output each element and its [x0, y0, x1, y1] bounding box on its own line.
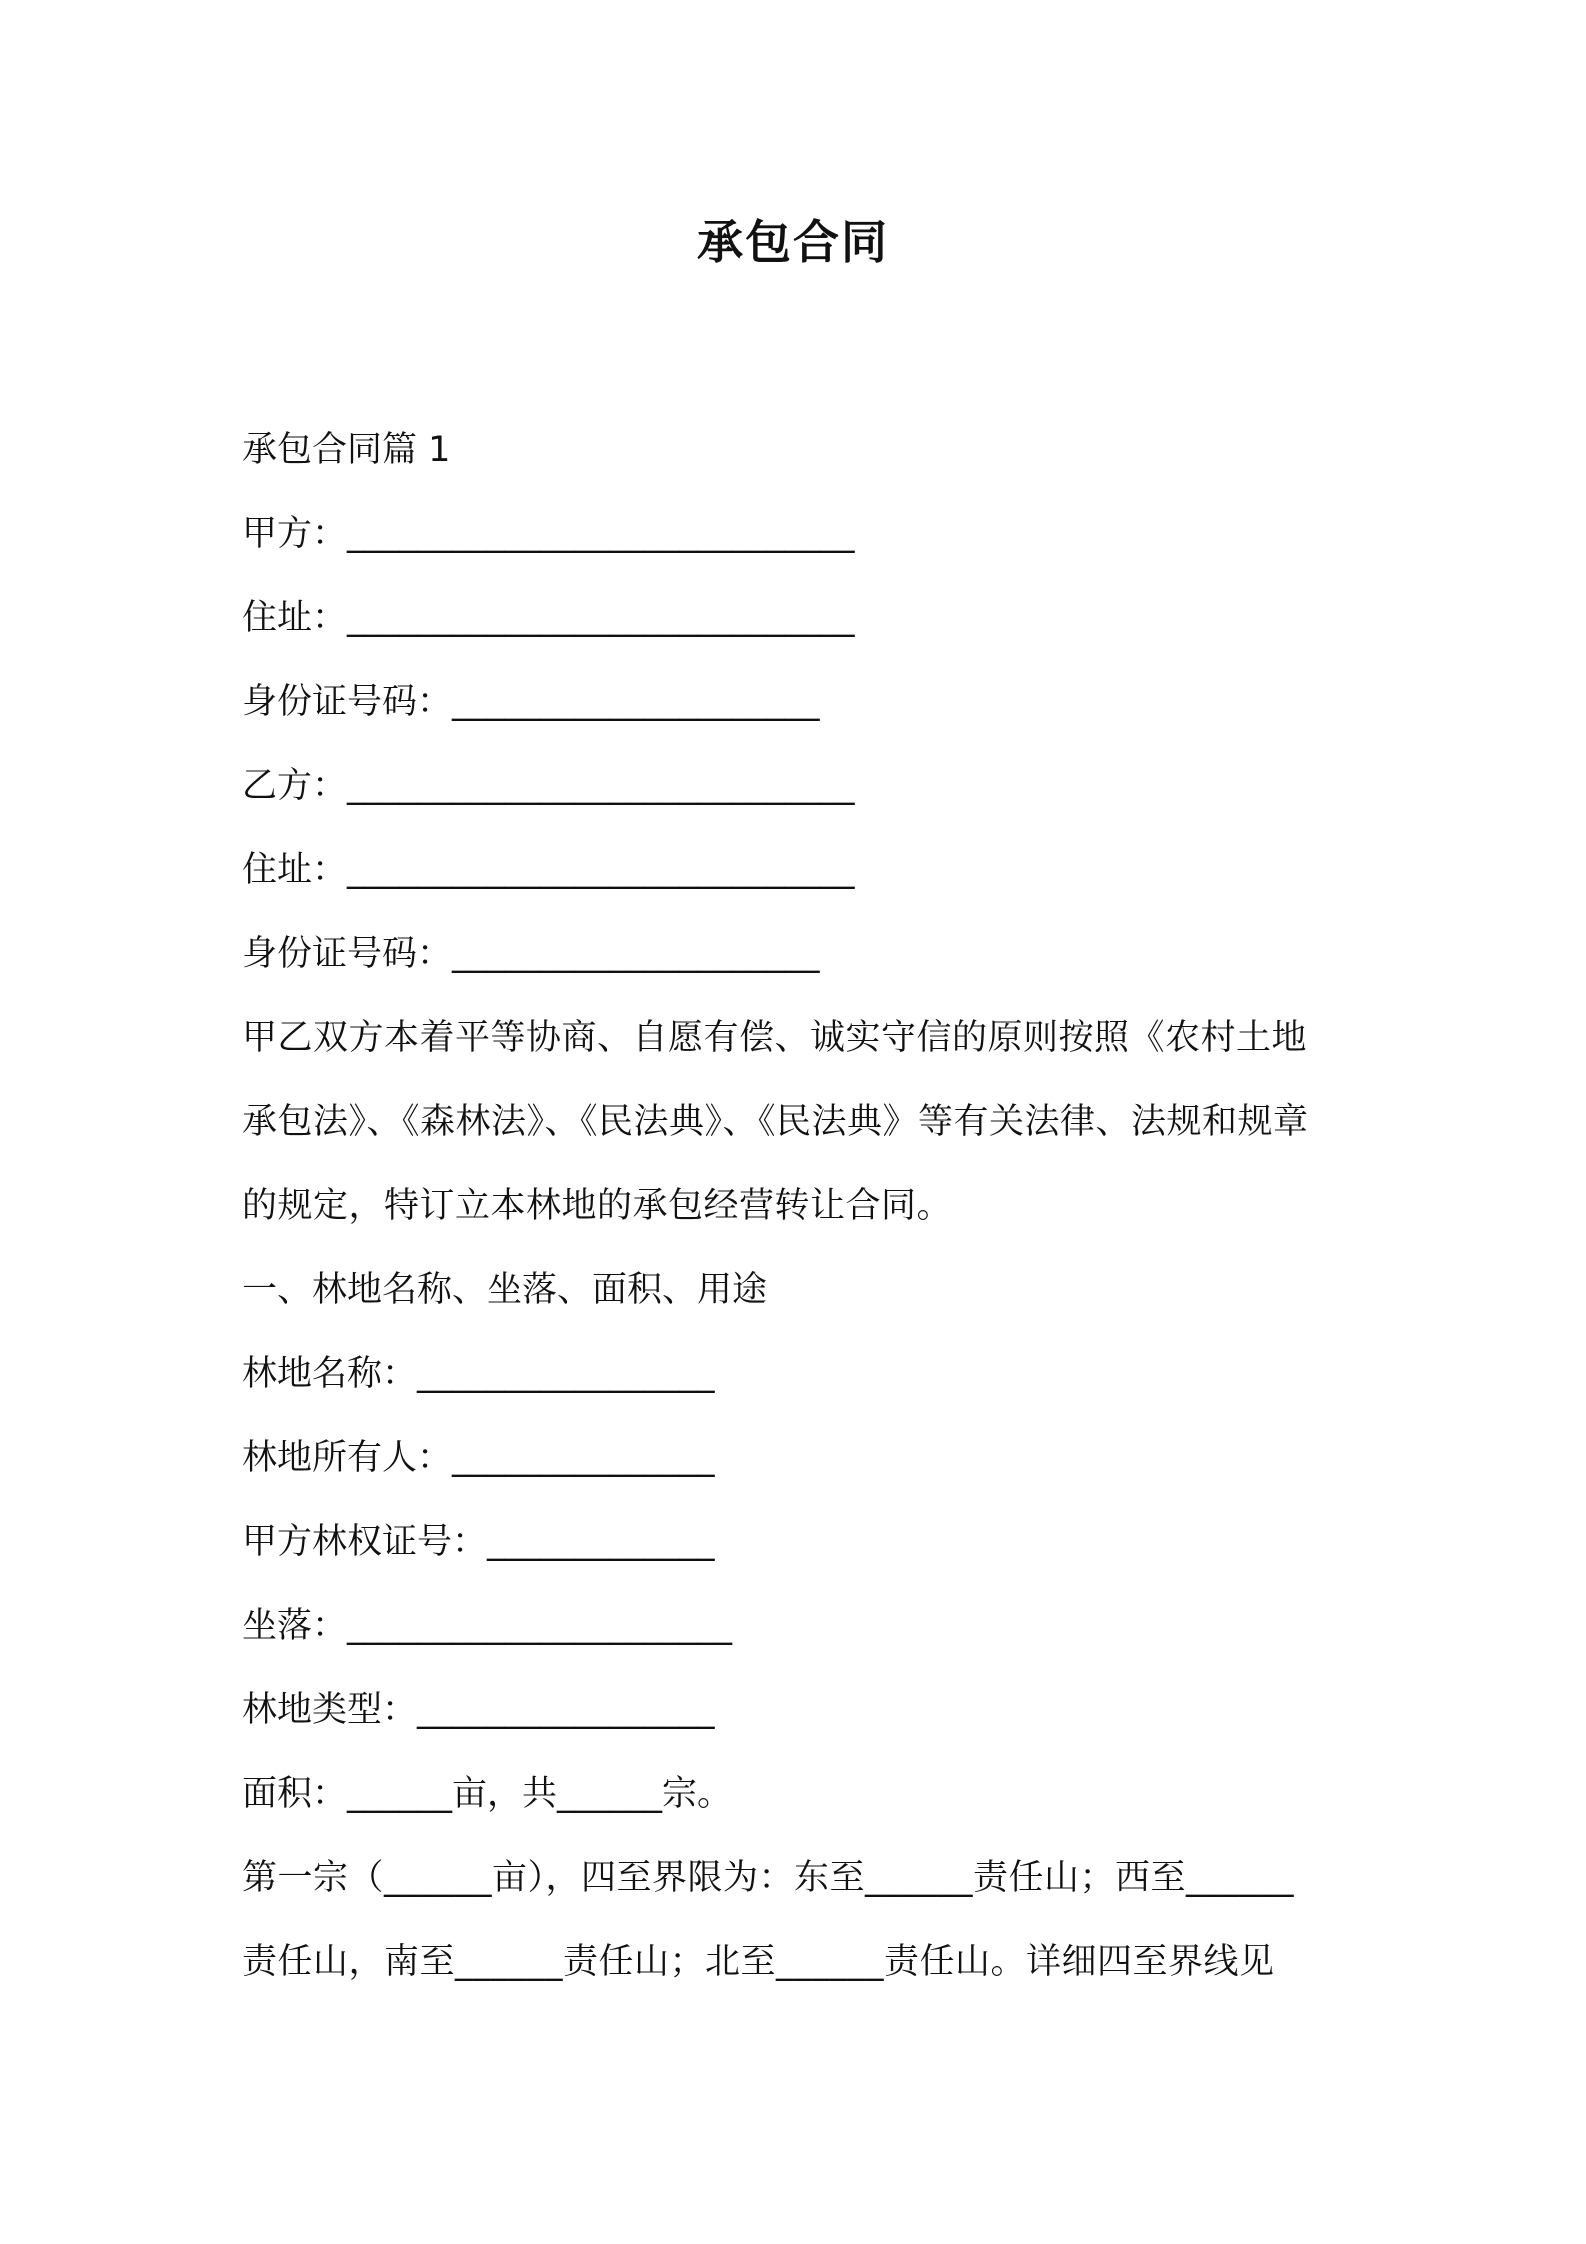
forest-owner-field: 林地所有人：_______________	[242, 1438, 715, 1478]
party-b-field: 乙方：_____________________________	[242, 766, 855, 806]
paragraph-line: 责任山，南至______责任山；北至______责任山。详细四至界线见	[242, 1942, 1275, 1982]
area-field: 面积：______亩，共______宗。	[242, 1774, 733, 1814]
paragraph-line: 承包法》、《森林法》、《民法典》、《民法典》等有关法律、法规和规章	[242, 1102, 1309, 1142]
location-field: 坐落：______________________	[242, 1606, 733, 1646]
section-heading: 承包合同篇 1	[242, 430, 451, 470]
paragraph-line: 甲乙双方本着平等协商、自愿有偿、诚实守信的原则按照《农村土地	[242, 1018, 1308, 1058]
party-b-id-field: 身份证号码：_____________________	[242, 934, 820, 974]
forest-type-field: 林地类型：_________________	[242, 1690, 715, 1730]
document-title: 承包合同	[697, 215, 889, 269]
forest-name-field: 林地名称：_________________	[242, 1354, 715, 1394]
clause-heading: 一、林地名称、坐落、面积、用途	[242, 1270, 768, 1310]
party-a-field: 甲方：_____________________________	[242, 514, 855, 554]
paragraph-line: 第一宗（______亩），四至界限为：东至______责任山；西至______	[242, 1858, 1295, 1898]
boundary-paragraph	[242, 1836, 1362, 2004]
preamble-paragraph	[242, 996, 1362, 1248]
forest-cert-field: 甲方林权证号：_____________	[242, 1522, 715, 1562]
party-a-address-field: 住址：_____________________________	[242, 598, 855, 638]
party-a-id-field: 身份证号码：_____________________	[242, 682, 820, 722]
document-body	[242, 408, 1362, 2004]
party-b-address-field: 住址：_____________________________	[242, 850, 855, 890]
paragraph-line: 的规定，特订立本林地的承包经营转让合同。	[242, 1186, 953, 1226]
